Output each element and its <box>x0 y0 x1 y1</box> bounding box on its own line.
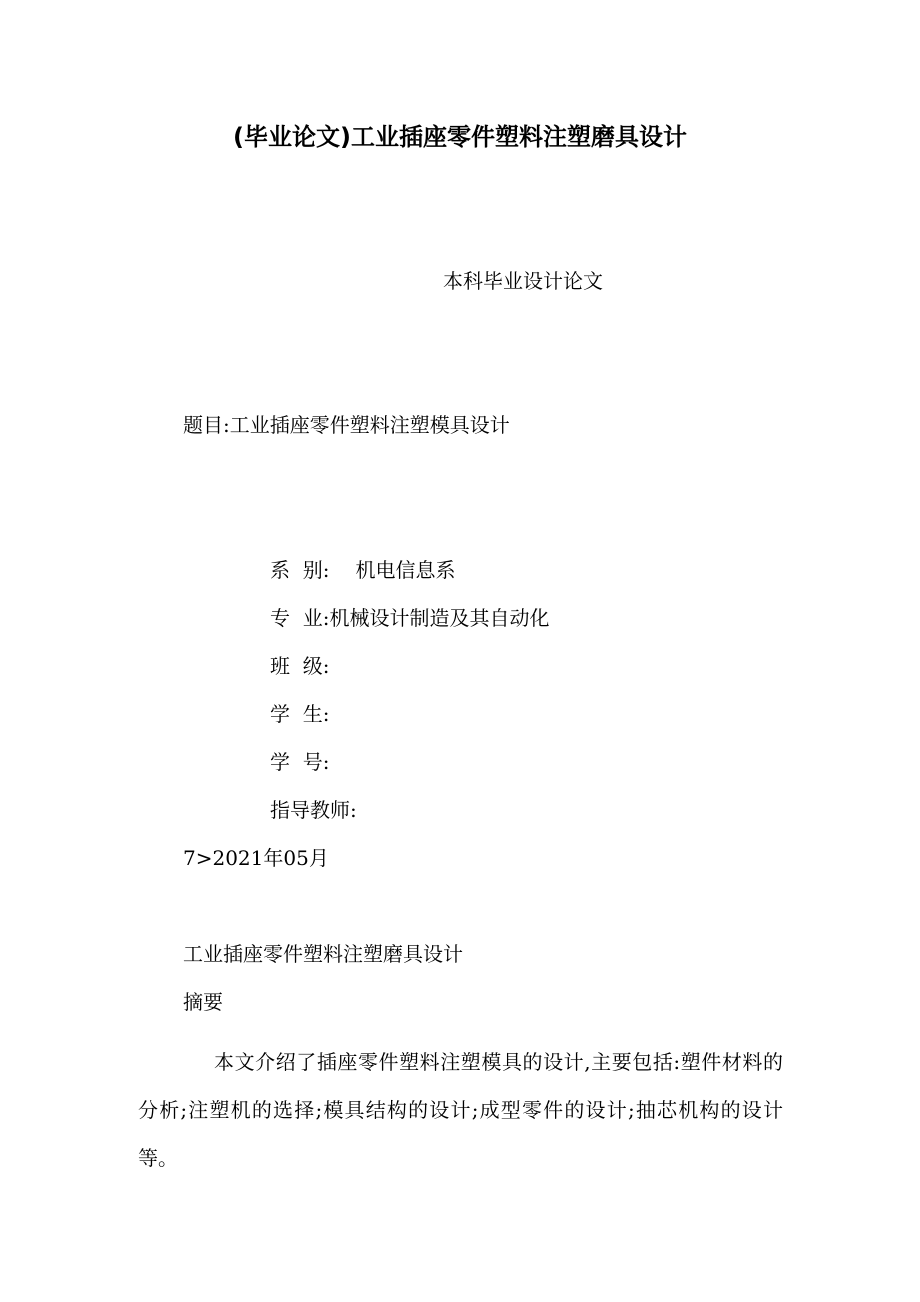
document-title: (毕业论文)工业插座零件塑料注塑磨具设计 <box>233 123 687 151</box>
abstract-heading: 摘要 <box>183 990 223 1014</box>
section-title: 工业插座零件塑料注塑磨具设计 <box>183 942 463 966</box>
major-row: 专 业:机械设计制造及其自动化 <box>270 606 550 630</box>
document-date: 7>2021年05月 <box>183 846 329 870</box>
thesis-topic: 题目:工业插座零件塑料注塑模具设计 <box>183 413 510 437</box>
department-row <box>270 558 455 582</box>
department-value: 机电信息系 <box>355 558 456 582</box>
student-id-row: 学 号: <box>270 750 330 774</box>
class-row: 班 级: <box>270 654 330 678</box>
student-row: 学 生: <box>270 702 330 726</box>
abstract-paragraph: 本文介绍了插座零件塑料注塑模具的设计,主要包括:塑件材料的分析;注塑机的选择;模具结构的设计;成型零件的设计;抽芯机构的设计等。 <box>138 1050 783 1170</box>
document-subtitle: 本科毕业设计论文 <box>443 269 603 293</box>
advisor-row: 指导教师: <box>270 798 357 822</box>
department-label: 系 别: <box>270 558 330 582</box>
